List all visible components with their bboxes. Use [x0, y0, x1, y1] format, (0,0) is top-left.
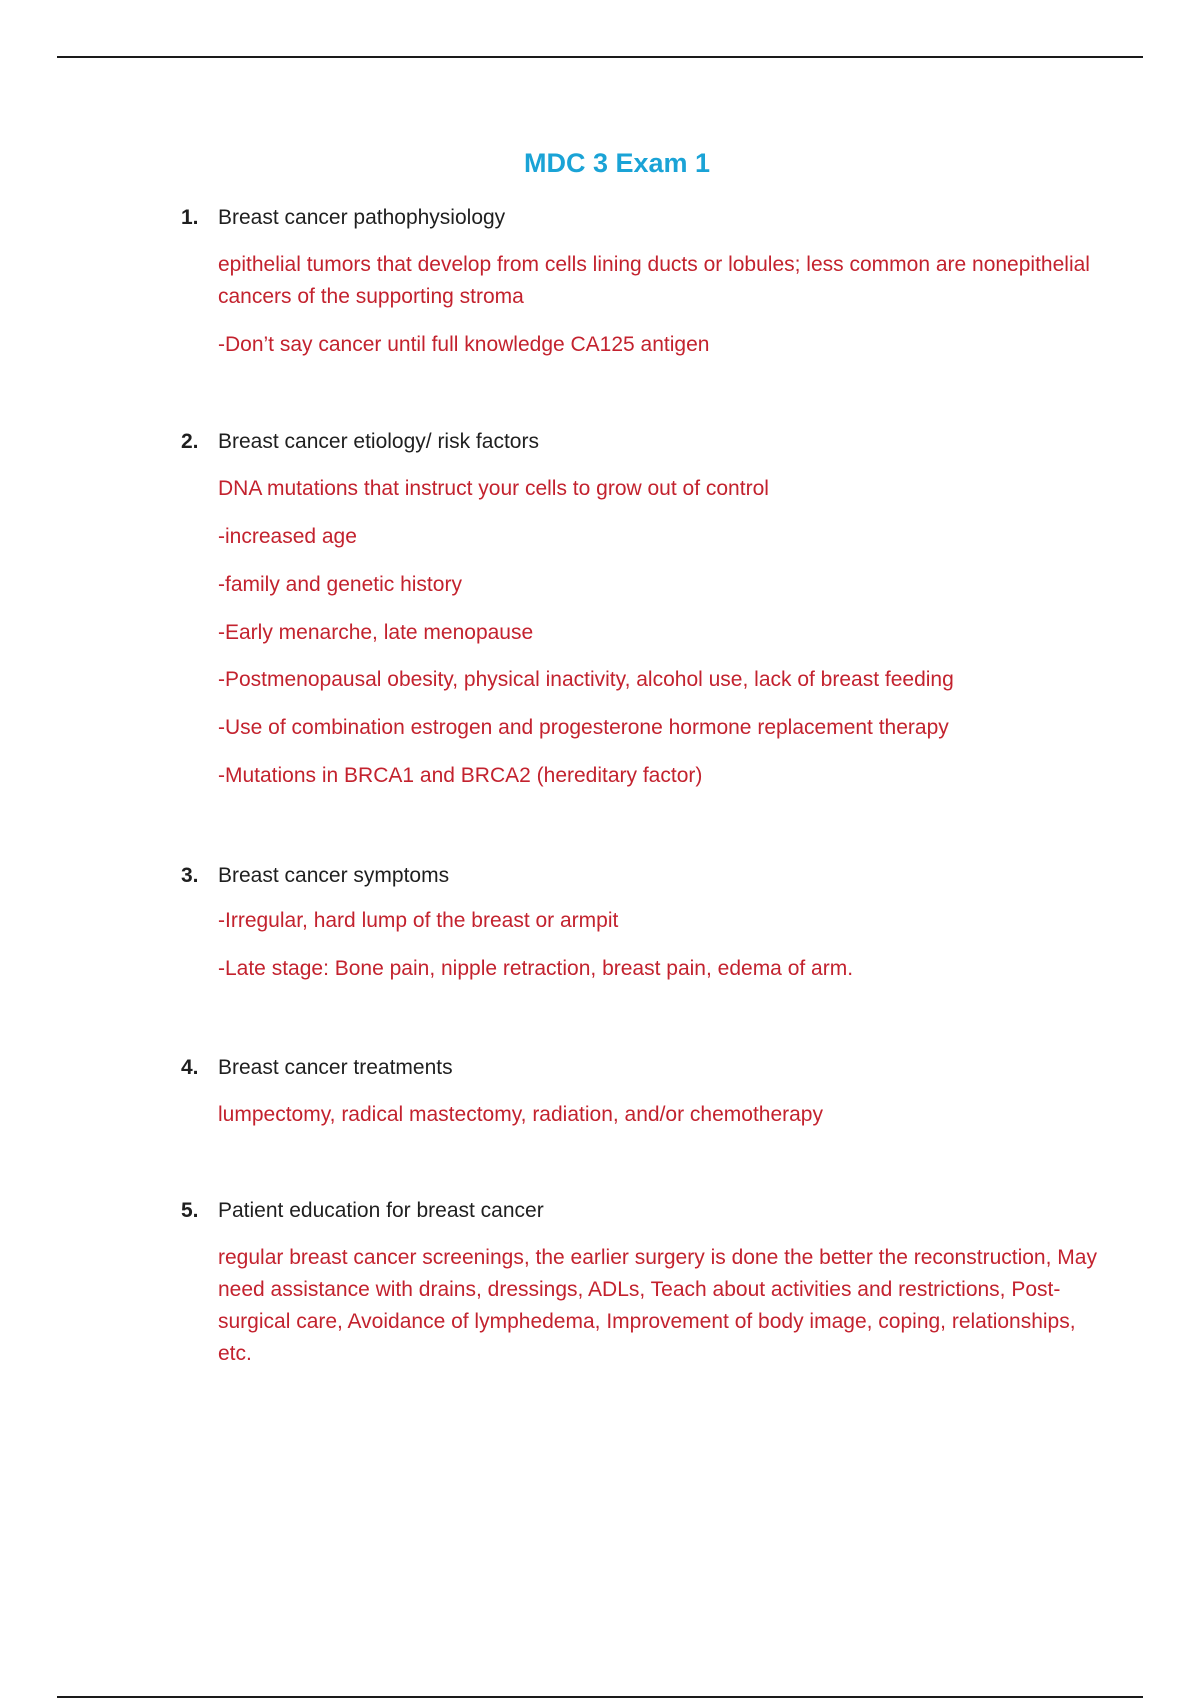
question-2 [181, 427, 1101, 792]
question-4 [181, 1053, 1101, 1131]
question-1 [181, 203, 1101, 361]
footer-rule [57, 1696, 1143, 1698]
header-rule [57, 56, 1143, 58]
answer-text: -Early menarche, late menopause [218, 621, 534, 644]
document-title: MDC 3 Exam 1 [523, 148, 711, 178]
question-3 [181, 861, 1101, 985]
question-text: Patient education for breast cancer [218, 1199, 544, 1222]
answer-text: -family and genetic history [218, 573, 462, 596]
answer-text: -Postmenopausal obesity, physical inactivity, alcohol use, lack of breast feeding [218, 668, 954, 691]
question-heading [181, 427, 1101, 457]
question-text: Breast cancer treatments [218, 1056, 453, 1079]
question-heading [181, 1196, 1101, 1226]
answer-text: -Mutations in BRCA1 and BRCA2 (hereditary factor) [218, 764, 703, 787]
question-heading [181, 861, 1101, 891]
answer-text: lumpectomy, radical mastectomy, radiation, and/or chemotherapy [218, 1103, 823, 1126]
answer-text: DNA mutations that instruct your cells to grow out of control [218, 477, 769, 500]
question-5 [181, 1196, 1101, 1370]
question-heading [181, 1053, 1101, 1083]
answer-text: -Don’t say cancer until full knowledge CA125 antigen [218, 333, 710, 356]
question-text: Breast cancer etiology/ risk factors [218, 430, 539, 453]
answer-text: regular breast cancer screenings, the earlier surgery is done the better the reconstruction, May need assistance with drains, dressings, ADLs, Teach about activities and restrictions, Post-surgical care, Avoidance of lymphedema, Improvement of body image, coping, relationships, etc. [218, 1246, 1097, 1365]
question-number: 2. [181, 430, 199, 453]
question-heading [181, 203, 1101, 233]
answer-text: -increased age [218, 525, 357, 548]
answer-text: -Irregular, hard lump of the breast or armpit [218, 909, 619, 932]
answer-text: epithelial tumors that develop from cells lining ducts or lobules; less common are nonepithelial cancers of the supporting stroma [218, 253, 1090, 308]
question-number: 1. [181, 206, 199, 229]
question-number: 3. [181, 864, 199, 887]
question-text: Breast cancer symptoms [218, 864, 450, 887]
question-number: 5. [181, 1199, 199, 1222]
question-number: 4. [181, 1056, 199, 1079]
answer-text: -Use of combination estrogen and progesterone hormone replacement therapy [218, 716, 949, 739]
question-text: Breast cancer pathophysiology [218, 206, 506, 229]
answer-text: -Late stage: Bone pain, nipple retraction, breast pain, edema of arm. [218, 957, 854, 980]
